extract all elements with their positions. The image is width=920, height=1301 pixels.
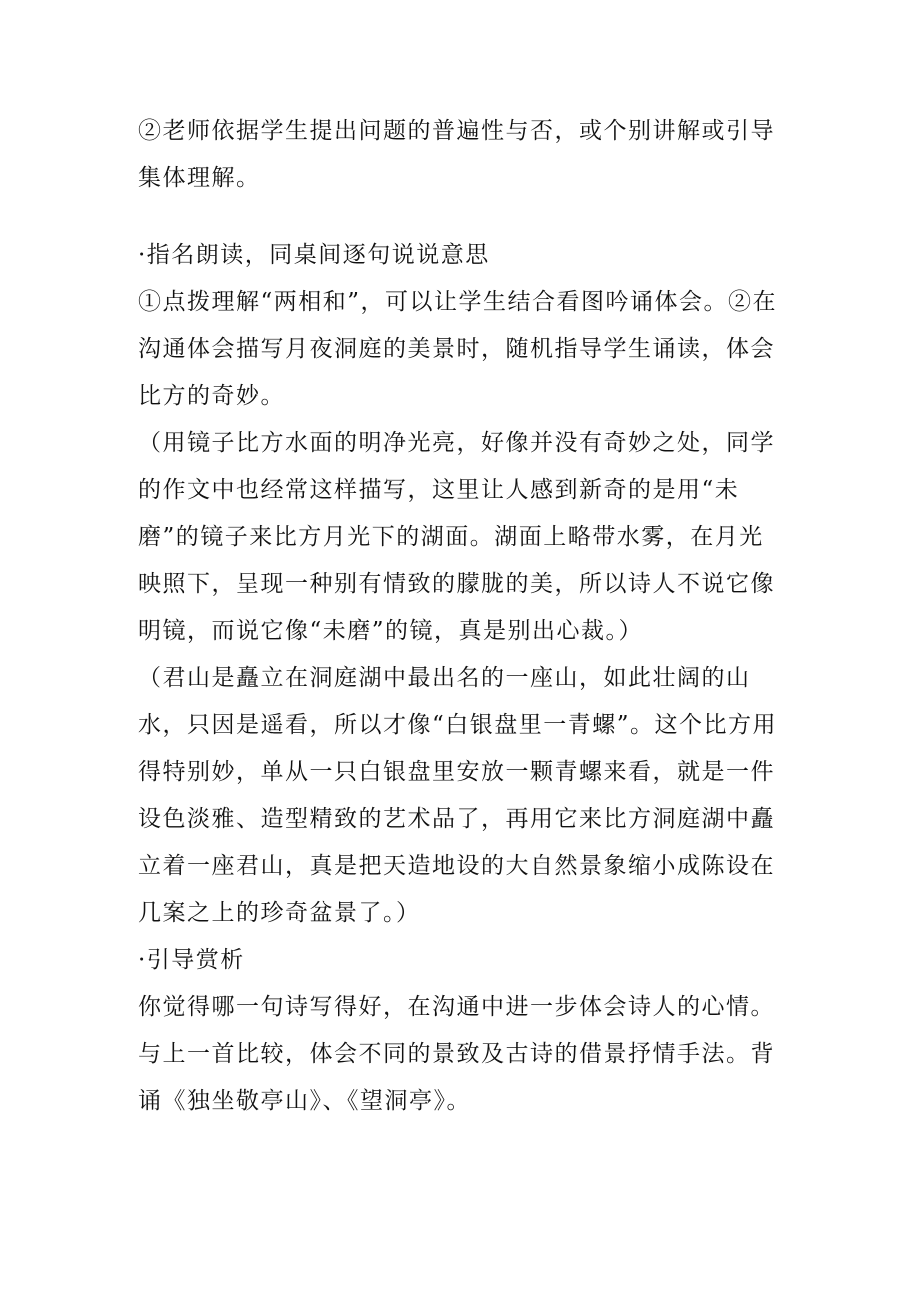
document-body [138,108,778,1125]
paragraph-gap [138,202,778,232]
paragraph-teacher-explain: ②老师依据学生提出问题的普遍性与否，或个别讲解或引导集体理解。 [138,118,775,191]
paragraph-appreciation: 你觉得哪一句诗写得好，在沟通中进一步体会诗人的心情。与上一首比较，体会不同的景致及古诗的借景抒情手法。背诵《独坐敬亭山》、《望洞亭》。 [138,994,775,1114]
bullet-heading-reading: ·指名朗读，同桌间逐句说说意思 [138,242,490,268]
bullet-heading-appreciation: ·引导赏析 [138,947,245,973]
paragraph-guidance: ①点拨理解“两相和”，可以让学生结合看图吟诵体会。②在沟通体会描写月夜洞庭的美景时，随机指导学生诵读，体会比方的奇妙。 [138,289,778,409]
paragraph-junshan-analysis: （君山是矗立在洞庭湖中最出名的一座山，如此壮阔的山水，只因是遥看，所以才像“白银盘里一青螺”。这个比方用得特别妙，单从一只白银盘里安放一颗青螺来看，就是一件设色淡雅、造型精致的艺术品了，再用它来比方洞庭湖中矗立着一座君山，真是把天造地设的大自然景象缩小成陈设在几案之上的珍奇盆景了。） [138,665,778,926]
paragraph-mirror-analysis: （用镜子比方水面的明净光亮，好像并没有奇妙之处，同学的作文中也经常这样描写，这里让人感到新奇的是用“未磨”的镜子来比方月光下的湖面。湖面上略带水雾，在月光映照下，呈现一种别有情致的朦胧的美，所以诗人不说它像明镜，而说它像“未磨”的镜，真是别出心裁。） [138,430,775,644]
